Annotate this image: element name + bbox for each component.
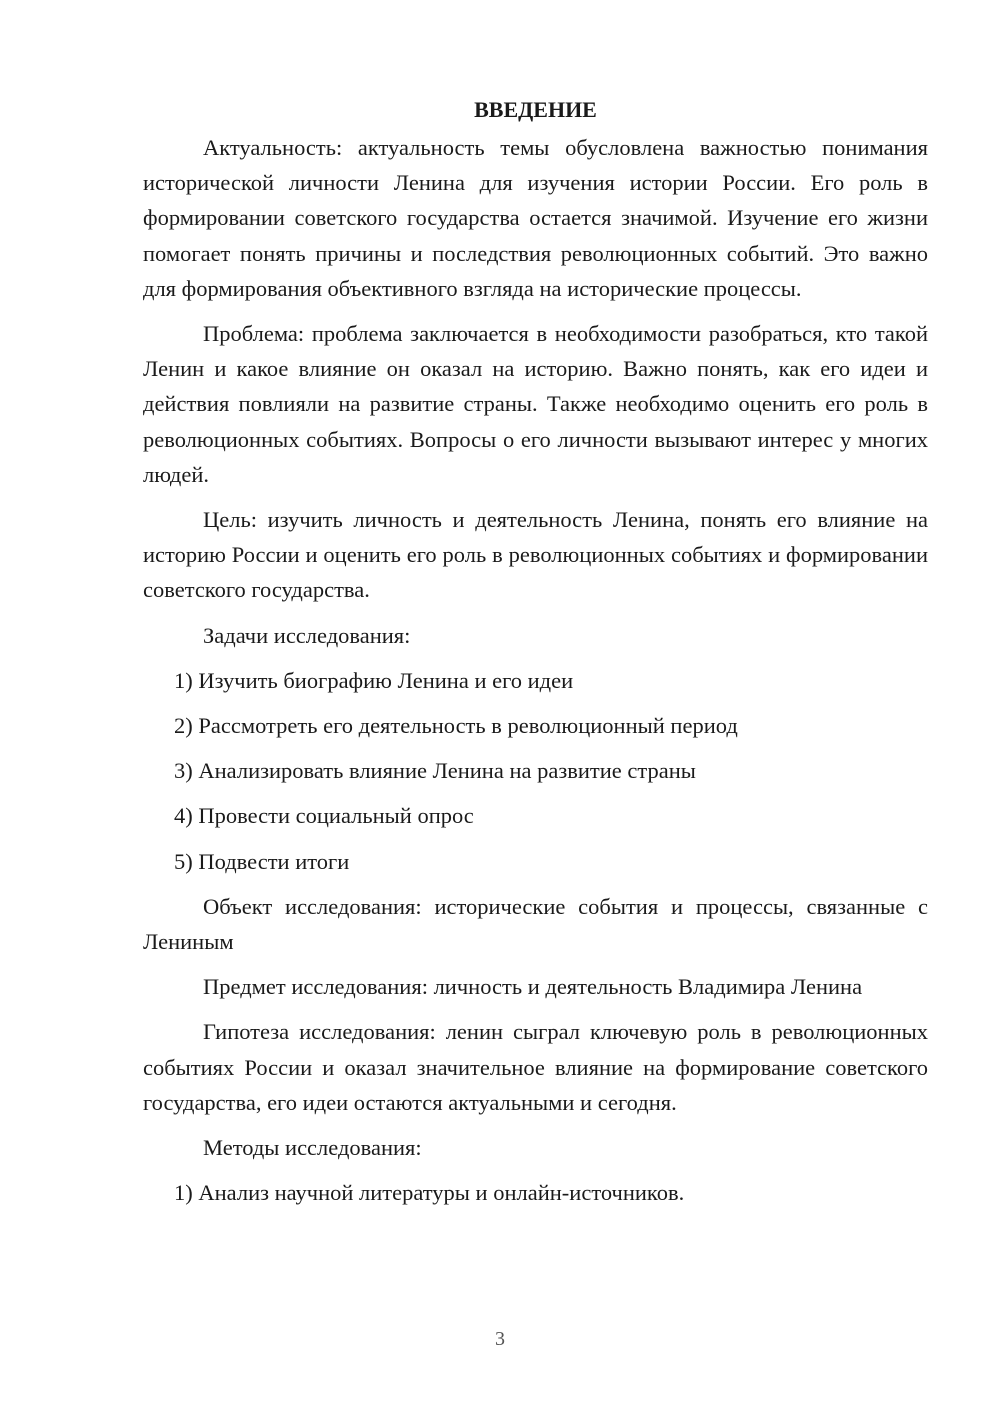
methods-list [143, 1175, 928, 1210]
page-title: ВВЕДЕНИЕ [474, 97, 597, 122]
page-number: 3 [495, 1328, 505, 1350]
list-item: 4) Провести социальный опрос [174, 803, 474, 829]
paragraph-hypothesis: Гипотеза исследования: ленин сыграл ключевую роль в революционных событиях России и оказал значительное влияние на формирование советского государства, его идеи остаются актуальными и сегодня. [143, 1019, 928, 1115]
list-item: 1) Изучить биографию Ленина и его идеи [174, 667, 574, 693]
list-item: 5) Подвести итоги [174, 848, 350, 874]
list-item: 3) Анализировать влияние Ленина на развитие страны [174, 758, 696, 784]
methods-heading: Методы исследования: [203, 1135, 422, 1161]
document-page [143, 92, 928, 1220]
paragraph-object: Объект исследования: исторические события и процессы, связанные с Лениным [143, 893, 928, 955]
paragraph-goal: Цель: изучить личность и деятельность Ленина, понять его влияние на историю России и оценить его роль в революционных событиях и формировании советского государства. [143, 507, 928, 603]
paragraph-subject: Предмет исследования: личность и деятельность Владимира Ленина [203, 974, 863, 1000]
list-item: 1) Анализ научной литературы и онлайн-источников. [174, 1180, 685, 1206]
list-item: 2) Рассмотреть его деятельность в революционный период [174, 713, 738, 739]
tasks-heading: Задачи исследования: [203, 622, 411, 648]
paragraph-problem: Проблема: проблема заключается в необходимости разобраться, кто такой Ленин и какое влияние он оказал на историю. Важно понять, как его идеи и действия повлияли на развитие страны. Также необходимо оценить его роль в революционных событиях. Вопросы о его личности вызывают интерес у многих людей. [143, 321, 928, 487]
paragraph-relevance: Актуальность: актуальность темы обусловлена важностью понимания исторической личности Ленина для изучения истории России. Его роль в формировании советского государства остается значимой. Изучение его жизни помогает понять причины и последствия революционных событий. Это важно для формирования объективного взгляда на исторические процессы. [143, 135, 928, 301]
tasks-list [143, 663, 928, 879]
